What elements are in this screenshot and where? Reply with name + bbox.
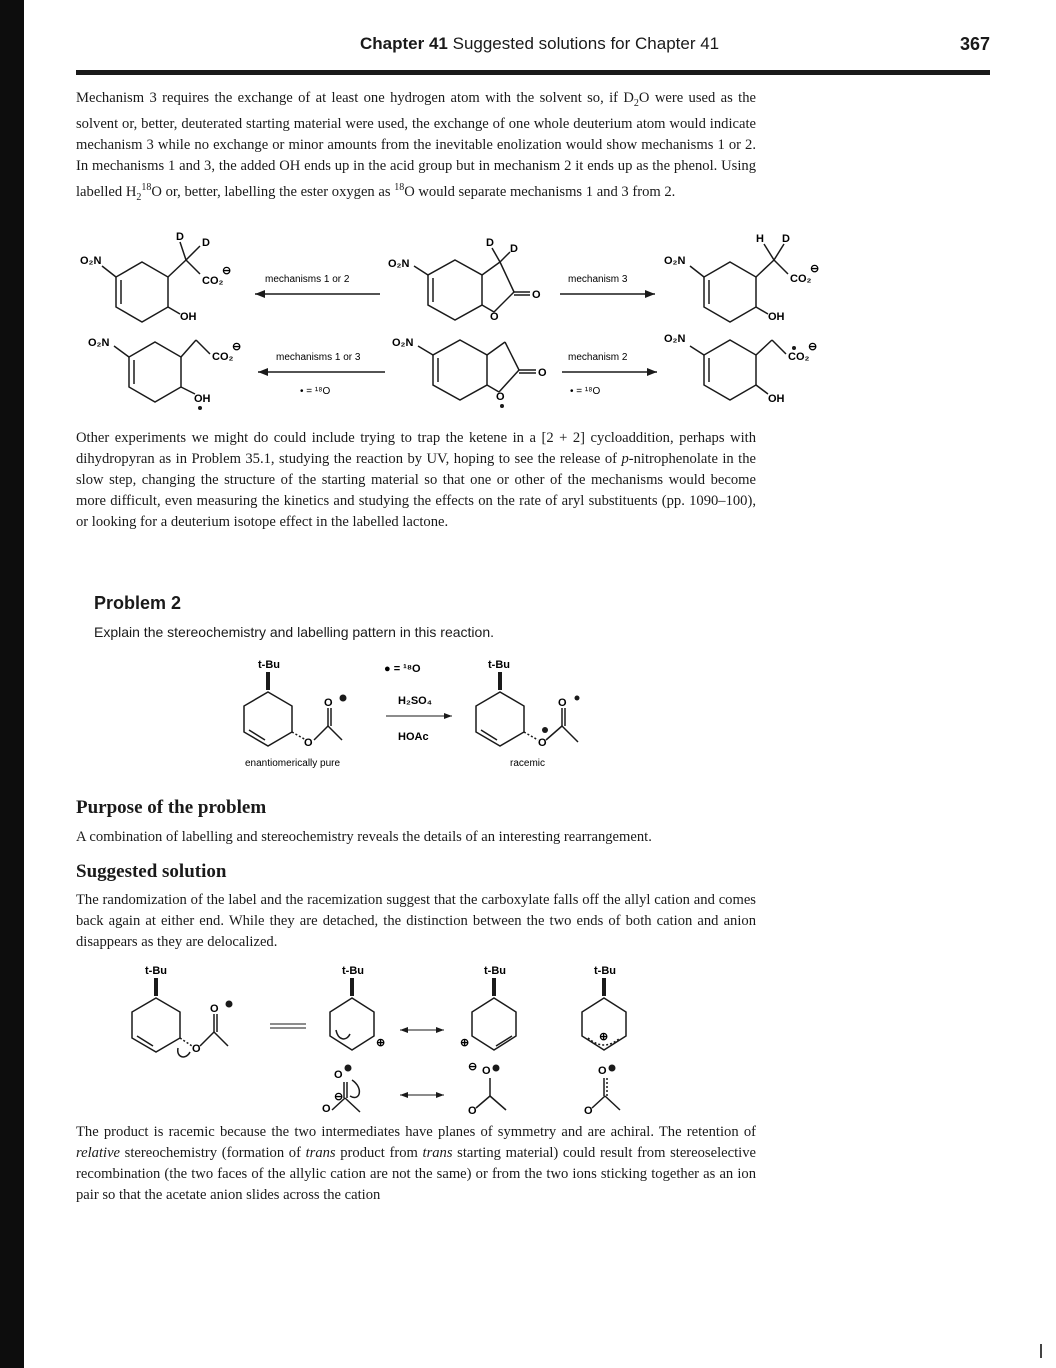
scheme2-allyl-cation-1 <box>330 965 385 1050</box>
top-right-structure <box>664 233 819 323</box>
purpose-text: A combination of labelling and stereochemistry reveals the details of an interesting rearrangement. <box>76 829 652 845</box>
top-middle-lactone <box>388 237 541 323</box>
bottom-arrow-left <box>258 352 385 397</box>
svg-text:t-Bu: t-Bu <box>342 965 364 977</box>
svg-text:H: H <box>756 233 764 245</box>
svg-text:OH: OH <box>768 393 785 405</box>
reactant-structure <box>244 659 347 769</box>
purpose-heading: Purpose of the problem <box>76 797 267 818</box>
svg-text:OH: OH <box>194 393 211 405</box>
svg-text:O₂N: O₂N <box>88 337 110 349</box>
svg-text:• = ¹⁸O: • = ¹⁸O <box>300 386 331 397</box>
svg-text:D: D <box>202 237 210 249</box>
svg-text:enantiomerically pure: enantiomerically pure <box>245 758 341 769</box>
svg-text:O₂N: O₂N <box>392 337 414 349</box>
suggested-solution-heading: Suggested solution <box>76 861 227 882</box>
scheme2-delocalized-cation <box>582 965 626 1050</box>
chapter-label: Chapter 41 <box>360 34 448 53</box>
scheme2-equilibrium-arrow <box>270 1024 306 1028</box>
svg-text:⊖: ⊖ <box>810 263 820 275</box>
svg-text:D: D <box>176 231 184 243</box>
svg-text:racemic: racemic <box>510 758 546 769</box>
svg-text:O: O <box>192 1043 201 1055</box>
scheme2-resonance-arrow-top <box>400 1027 444 1033</box>
top-arrow-right <box>560 274 655 298</box>
svg-text:⊖: ⊖ <box>468 1061 478 1073</box>
header-rule <box>76 70 990 75</box>
svg-text:H₂SO₄: H₂SO₄ <box>398 695 432 707</box>
intro-paragraph: Mechanism 3 requires the exchange of at least one hydrogen atom with the solvent so, if $D_2O$ were used as the solvent or, better, deuterated starting material were used, the exchange of one whole deuterium atom would indicate mechanism 3 while no exchange or minor amounts from the inevitable enolization would show mechanisms 1 or 2. In mechanisms 1 and 3, the added OH ends up in the acid group but in mechanism 2 it ends up as the phenol. Using labelled $H_2^{18}O$ or, better, labelling the ester oxygen as $^{18}$O would separate mechanisms 1 and 3 from 2. <box>76 90 756 203</box>
svg-text:D: D <box>510 243 518 255</box>
svg-text:t-Bu: t-Bu <box>145 965 167 977</box>
svg-text:O: O <box>538 737 547 749</box>
problem-2-reaction <box>0 652 1056 782</box>
svg-text:⊖: ⊖ <box>232 341 242 353</box>
svg-text:CO₂: CO₂ <box>202 275 224 287</box>
scheme2-starting-ester <box>132 965 233 1057</box>
svg-text:O₂N: O₂N <box>388 258 410 270</box>
product-structure <box>476 659 580 769</box>
section-title: Suggested solutions for Chapter 41 <box>452 34 720 53</box>
svg-text:⊖: ⊖ <box>222 265 232 277</box>
bottom-right-structure <box>664 333 817 405</box>
scheme2-acetate-1 <box>322 1065 360 1116</box>
problem-2-heading: Problem 2 <box>94 593 182 613</box>
problem-2-prompt: Explain the stereochemistry and labelling pattern in this reaction. <box>94 624 494 640</box>
bottom-middle-lactone <box>392 337 547 408</box>
svg-text:t-Bu: t-Bu <box>484 965 506 977</box>
svg-text:O: O <box>324 697 333 709</box>
bottom-left-structure <box>88 337 241 410</box>
scheme2-resonance-arrow-bottom <box>400 1092 444 1098</box>
solution-scheme <box>0 960 1056 1120</box>
final-paragraph: The product is racemic because the two intermediates have planes of symmetry and are achiral. The retention of relative stereochemistry (formation of trans product from trans starting material) could result from stereoselective recombination (the two faces of the allylic cation are not the same) or from the two ions sticking together as an ion pair so that the acetate anion slides across the cation <box>76 1124 756 1203</box>
reaction-conditions <box>384 663 452 743</box>
svg-text:⊖: ⊖ <box>334 1091 344 1103</box>
scheme2-acetate-delocalized <box>584 1065 620 1118</box>
svg-text:O: O <box>482 1065 491 1077</box>
svg-text:O: O <box>496 391 505 403</box>
svg-text:O: O <box>532 289 541 301</box>
scan-mark <box>1040 1344 1042 1358</box>
svg-text:HOAc: HOAc <box>398 731 429 743</box>
header-title <box>360 34 719 54</box>
page-number: 367 <box>959 34 990 54</box>
svg-text:O: O <box>538 367 547 379</box>
svg-text:O₂N: O₂N <box>80 255 102 267</box>
bottom-arrow-right <box>562 352 657 397</box>
svg-text:O: O <box>210 1003 219 1015</box>
other-experiments-paragraph: Other experiments we might do could include trying to trap the ketene in a [2 + 2] cycloaddition, perhaps with dihydropyran as in Problem 35.1, studying the reaction by UV, hoping to see the release of p-nitrophenolate in the slow step, changing the structure of the starting material so that one or other of the mechanisms would become more difficult, even measuring the kinetics and studying the effects on the rate of aryl substituents (pp. 1090–100), or looking for a deuterium isotope effect in the labelled lactone. <box>76 430 756 530</box>
svg-text:D: D <box>486 237 494 249</box>
svg-text:⊕: ⊕ <box>599 1031 609 1043</box>
scheme2-allyl-cation-2 <box>460 965 516 1050</box>
svg-text:O: O <box>490 311 499 323</box>
svg-text:O: O <box>558 697 567 709</box>
svg-text:⊖: ⊖ <box>808 341 818 353</box>
mechanism-scheme <box>0 222 1056 432</box>
svg-text:mechanisms 1 or 2: mechanisms 1 or 2 <box>265 274 350 285</box>
svg-text:O: O <box>304 737 313 749</box>
running-header <box>76 30 990 70</box>
svg-text:t-Bu: t-Bu <box>488 659 510 671</box>
svg-text:t-Bu: t-Bu <box>594 965 616 977</box>
svg-text:O: O <box>322 1103 331 1115</box>
scheme2-acetate-2 <box>468 1061 506 1117</box>
svg-text:CO₂: CO₂ <box>212 351 234 363</box>
svg-text:⊕: ⊕ <box>460 1037 470 1049</box>
svg-text:OH: OH <box>180 311 197 323</box>
top-arrow-left <box>255 274 380 298</box>
svg-text:OH: OH <box>768 311 785 323</box>
top-left-structure <box>80 231 231 323</box>
svg-text:O: O <box>334 1069 343 1081</box>
svg-text:CO₂: CO₂ <box>788 351 810 363</box>
svg-text:O: O <box>584 1105 593 1117</box>
svg-text:mechanism 3: mechanism 3 <box>568 274 628 285</box>
svg-text:mechanism 2: mechanism 2 <box>568 352 628 363</box>
svg-text:● = ¹⁸O: ● = ¹⁸O <box>384 663 421 675</box>
svg-text:⊕: ⊕ <box>376 1037 386 1049</box>
svg-text:t-Bu: t-Bu <box>258 659 280 671</box>
svg-text:O₂N: O₂N <box>664 333 686 345</box>
svg-text:CO₂: CO₂ <box>790 273 812 285</box>
svg-text:D: D <box>782 233 790 245</box>
svg-text:• = ¹⁸O: • = ¹⁸O <box>570 386 601 397</box>
solution-text: The randomization of the label and the racemization suggest that the carboxylate falls off the allyl cation and comes back again at either end. While they are detached, the distinction between the two ends of both cation and anion disappears as they are delocalized. <box>76 892 756 950</box>
svg-text:O: O <box>598 1065 607 1077</box>
svg-text:O₂N: O₂N <box>664 255 686 267</box>
svg-text:mechanisms 1 or 3: mechanisms 1 or 3 <box>276 352 361 363</box>
svg-text:O: O <box>468 1105 477 1117</box>
